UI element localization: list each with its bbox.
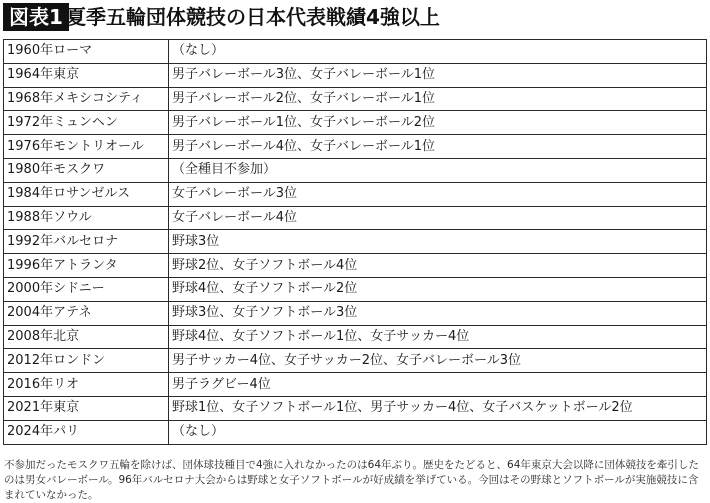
result-cell: 男子バレーボール4位、女子バレーボール1位 bbox=[169, 135, 707, 159]
table-row bbox=[4, 254, 707, 278]
result-cell: 女子バレーボール3位 bbox=[169, 182, 707, 206]
result-cell: 女子バレーボール4位 bbox=[169, 206, 707, 230]
result-cell: 男子バレーボール3位、女子バレーボール1位 bbox=[169, 63, 707, 87]
games-cell: 1976年モントリオール bbox=[4, 135, 169, 159]
result-cell: 男子サッカー4位、女子サッカー2位、女子バレーボール3位 bbox=[169, 349, 707, 373]
table-row bbox=[4, 420, 707, 444]
result-cell: 野球4位、女子ソフトボール1位、女子サッカー4位 bbox=[169, 325, 707, 349]
result-cell: 野球3位 bbox=[169, 230, 707, 254]
result-cell: 野球3位、女子ソフトボール3位 bbox=[169, 301, 707, 325]
result-cell: （全種目不参加） bbox=[169, 158, 707, 182]
table-row bbox=[4, 135, 707, 159]
games-cell: 1960年ローマ bbox=[4, 40, 169, 64]
table-row bbox=[4, 182, 707, 206]
games-cell: 1972年ミュンヘン bbox=[4, 111, 169, 135]
result-cell: 男子バレーボール1位、女子バレーボール2位 bbox=[169, 111, 707, 135]
games-cell: 2004年アテネ bbox=[4, 301, 169, 325]
result-cell: 男子ラグビー4位 bbox=[169, 373, 707, 397]
table-row bbox=[4, 396, 707, 420]
results-table-body bbox=[4, 40, 707, 445]
table-row bbox=[4, 373, 707, 397]
games-cell: 2024年パリ bbox=[4, 420, 169, 444]
games-cell: 1988年ソウル bbox=[4, 206, 169, 230]
table-row bbox=[4, 40, 707, 64]
figure-badge: 図表1 bbox=[3, 3, 69, 31]
games-cell: 1996年アトランタ bbox=[4, 254, 169, 278]
table-row bbox=[4, 349, 707, 373]
footnote: 不参加だったモスクワ五輪を除けば、団体球技種目で4強に入れなかったのは64年ぶり。歴史をたどると、64年東京大会以降に団体競技を牽引したのは男女バレーボール。96年バルセロナ大会からは野球と女子ソフトボールが好成績を挙げている。今回はその野球とソフトボールが実施競技に含まれていなかった。 bbox=[4, 459, 699, 501]
table-row bbox=[4, 230, 707, 254]
results-table bbox=[3, 39, 707, 445]
table-row bbox=[4, 111, 707, 135]
table-row bbox=[4, 206, 707, 230]
games-cell: 1980年モスクワ bbox=[4, 158, 169, 182]
games-cell: 1984年ロサンゼルス bbox=[4, 182, 169, 206]
result-cell: （なし） bbox=[169, 40, 707, 64]
games-cell: 2021年東京 bbox=[4, 396, 169, 420]
games-cell: 2016年リオ bbox=[4, 373, 169, 397]
table-row bbox=[4, 277, 707, 301]
table-row bbox=[4, 63, 707, 87]
games-cell: 2008年北京 bbox=[4, 325, 169, 349]
result-cell: 野球2位、女子ソフトボール4位 bbox=[169, 254, 707, 278]
games-cell: 2000年シドニー bbox=[4, 277, 169, 301]
table-row bbox=[4, 325, 707, 349]
result-cell: （なし） bbox=[169, 420, 707, 444]
page-title: 夏季五輪団体競技の日本代表戦績4強以上 bbox=[66, 5, 440, 29]
games-cell: 1992年バルセロナ bbox=[4, 230, 169, 254]
games-cell: 1964年東京 bbox=[4, 63, 169, 87]
table-row bbox=[4, 87, 707, 111]
table-row bbox=[4, 158, 707, 182]
games-cell: 2012年ロンドン bbox=[4, 349, 169, 373]
result-cell: 男子バレーボール2位、女子バレーボール1位 bbox=[169, 87, 707, 111]
result-cell: 野球1位、女子ソフトボール1位、男子サッカー4位、女子バスケットボール2位 bbox=[169, 396, 707, 420]
header bbox=[0, 0, 710, 34]
table-row bbox=[4, 301, 707, 325]
games-cell: 1968年メキシコシティ bbox=[4, 87, 169, 111]
result-cell: 野球4位、女子ソフトボール2位 bbox=[169, 277, 707, 301]
